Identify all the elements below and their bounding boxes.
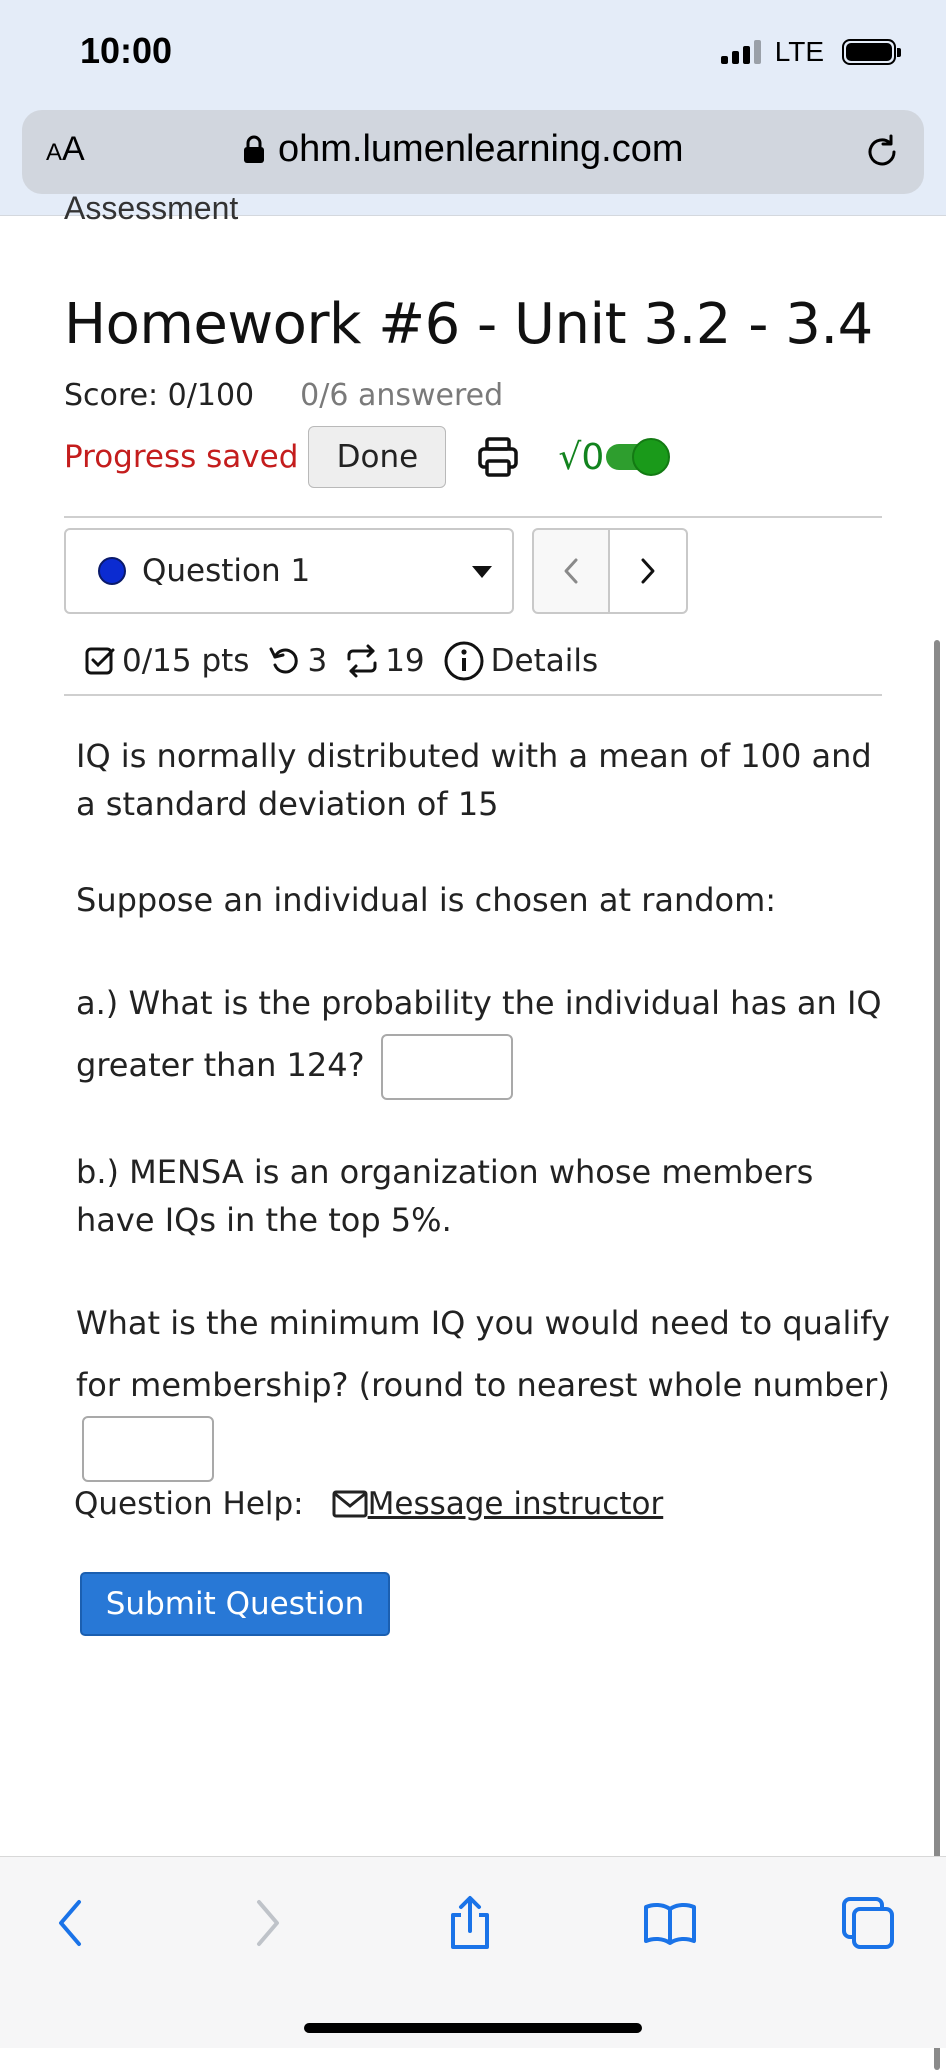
status-time: 10:00: [80, 30, 173, 71]
progress-status: Progress saved: [64, 439, 299, 475]
previous-question-button[interactable]: [532, 528, 610, 614]
retry-icon: [267, 645, 301, 677]
share-icon: [445, 1895, 495, 1951]
score-row: [64, 378, 503, 413]
answer-a-input[interactable]: [381, 1034, 513, 1100]
battery-icon: [842, 39, 896, 65]
next-question-button[interactable]: [610, 528, 688, 614]
book-icon: [643, 1901, 697, 1945]
answer-b-input[interactable]: [82, 1416, 214, 1482]
score-value: Score: 0/100: [64, 378, 255, 413]
toggle-switch[interactable]: [606, 444, 666, 470]
mail-icon: [332, 1490, 368, 1518]
info-icon: [443, 640, 485, 682]
question-nav: [532, 528, 688, 614]
page-content: [0, 190, 946, 1856]
versions-item: [345, 643, 424, 679]
tabs-button[interactable]: [838, 1893, 898, 1953]
chevron-right-icon: [253, 1898, 283, 1948]
divider: [64, 516, 882, 518]
status-indicators: [721, 36, 896, 68]
question-select[interactable]: [64, 528, 514, 614]
question-status-dot: [98, 557, 126, 585]
part-b-question: What is the minimum IQ you would need to qualify for membership? (round to nearest whole number): [76, 1304, 890, 1404]
url-bar[interactable]: [22, 110, 924, 194]
breadcrumb[interactable]: Assessment: [64, 190, 239, 226]
part-a: [76, 972, 896, 1100]
bookmarks-button[interactable]: [640, 1893, 700, 1953]
question-meta: [84, 640, 616, 682]
print-icon[interactable]: [476, 435, 520, 479]
question-body: [76, 732, 896, 1530]
progress-row: [64, 426, 666, 488]
done-button[interactable]: Done: [308, 426, 446, 488]
reload-icon[interactable]: [860, 130, 904, 174]
part-a-text: a.) What is the probability the individual has an IQ greater than 124?: [76, 984, 882, 1084]
lock-icon: [242, 135, 266, 165]
points-value: 0/15 pts: [122, 643, 250, 679]
sqrt-icon: √0: [558, 436, 605, 478]
back-button[interactable]: [40, 1893, 100, 1953]
browser-chrome: [0, 0, 946, 216]
attempts-item: [267, 643, 327, 679]
chevron-left-icon: [561, 556, 581, 586]
caret-down-icon: [472, 566, 492, 578]
math-entry-toggle[interactable]: [558, 437, 666, 478]
url-text: ohm.lumenlearning.com: [278, 128, 684, 170]
reader-settings-button[interactable]: AA: [46, 130, 85, 168]
attempts-value: 3: [307, 643, 328, 679]
question-help-label: Question Help:: [74, 1486, 304, 1522]
answered-count: 0/6 answered: [300, 378, 504, 413]
network-type: LTE: [774, 36, 824, 67]
message-instructor-link[interactable]: [332, 1486, 664, 1522]
chevron-left-icon: [55, 1898, 85, 1948]
message-instructor-label: Message instructor: [367, 1486, 664, 1522]
home-indicator[interactable]: [304, 2023, 642, 2033]
question-setup: Suppose an individual is chosen at random:: [76, 881, 777, 919]
question-help: [74, 1486, 663, 1522]
share-button[interactable]: [440, 1893, 500, 1953]
part-b-text: b.) MENSA is an organization whose members have IQs in the top 5%.: [76, 1153, 814, 1239]
question-select-label: Question 1: [142, 553, 311, 589]
page-title: Homework #6 - Unit 3.2 - 3.4: [64, 292, 873, 357]
chevron-right-icon: [638, 556, 658, 586]
details-label: Details: [490, 643, 599, 679]
details-toggle[interactable]: [443, 640, 598, 682]
points-item: [84, 643, 249, 679]
signal-icon: [721, 40, 761, 64]
forward-button[interactable]: [238, 1893, 298, 1953]
tabs-icon: [840, 1895, 896, 1951]
checkbox-icon: [84, 645, 116, 677]
browser-toolbar: [0, 1856, 946, 2048]
question-intro: IQ is normally distributed with a mean of 100 and a standard deviation of 15: [76, 737, 872, 823]
part-b: [76, 1292, 896, 1482]
versions-value: 19: [385, 643, 425, 679]
divider: [64, 694, 882, 696]
versions-icon: [345, 645, 379, 677]
submit-question-button[interactable]: Submit Question: [80, 1572, 390, 1636]
address[interactable]: [242, 128, 684, 171]
